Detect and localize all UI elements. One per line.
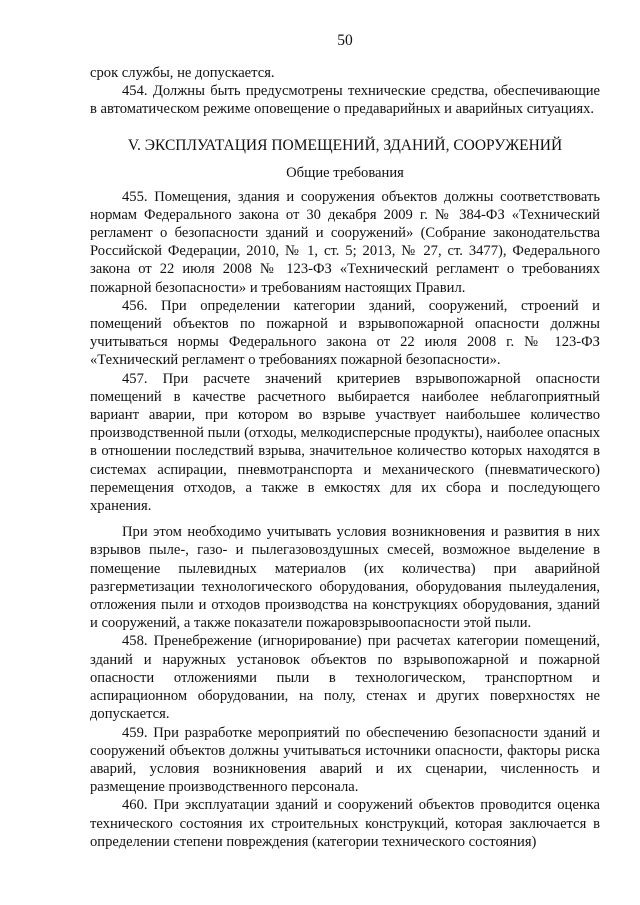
- section-title: V. ЭКСПЛУАТАЦИЯ ПОМЕЩЕНИЙ, ЗДАНИЙ, СООРУЖЕНИЙ: [127, 136, 563, 154]
- paragraph-458: 458. Пренебрежение (игнорирование) при расчетах категории помещений, зданий и наружных установок объектов по взрывопожарной и пожарной опасности отложениями пыли в технологическом, транспортном и аспирационном оборудовании, на полу, стенах и других поверхностях не допускается.: [90, 633, 600, 723]
- paragraph-456: 456. При определении категории зданий, сооружений, строений и помещений объектов по пожарной и взрывопожарной опасности должны учитываться нормы Федерального закона от 22 июля 2008 г. № 123-ФЗ «Технический регламент о требованиях пожарной безопасности».: [90, 297, 600, 369]
- paragraph-460: 460. При эксплуатации зданий и сооружений объектов проводится оценка технического состояния их строительных конструкций, которая заключается в определении степени повреждения (категории технического состояния): [90, 797, 600, 850]
- subheading-general-requirements: Общие требования: [286, 164, 404, 181]
- paragraph-continuation: срок службы, не допускается.: [90, 65, 275, 81]
- paragraph-455: 455. Помещения, здания и сооружения объектов должны соответствовать нормам Федерального закона от 30 декабря 2009 г. № 384-ФЗ «Технический регламент о безопасности зданий и сооружений» (Собрание законодательства Российской Федерации, 2010, № 1, ст. 5; 2013, № 27, ст. 3477), Федерального закона от 22 июля 2008 № 123-ФЗ «Технический регламент о требованиях пожарной безопасности» и требованиям настоящих Правил.: [90, 188, 600, 296]
- paragraph-454: 454. Должны быть предусмотрены технические средства, обеспечивающие в автоматическом режиме оповещение о предаварийных и аварийных ситуациях.: [90, 83, 600, 118]
- page-number: 50: [337, 32, 353, 49]
- paragraph-459: 459. При разработке мероприятий по обеспечению безопасности зданий и сооружений объектов должны учитываться источники опасности, факторы риска аварий, условия возникновения аварий и их сценарии, численность и размещение производственного персонала.: [90, 724, 600, 796]
- paragraph-457-continuation: При этом необходимо учитывать условия возникновения и развития в них взрывов пыле-, газо- и пылегазовоздушных смесей, возможное выделение в помещение пылевидных материалов (их количества) при аварийной разгерметизации технологического оборудования, оборудования пылеудаления, отложения пыли и отходов производства на конструкциях оборудования, зданий и сооружений, а также показатели пожаровзрывоопасности этой пыли.: [90, 524, 600, 632]
- paragraph-457: 457. При расчете значений критериев взрывопожарной опасности помещений в качестве расчетного выбирается наиболее неблагоприятный вариант аварии, при котором во взрыве участвует наибольшее количество производственной пыли (отходы, мелкодисперсные продукты), наиболее опасных в отношении последствий взрыва, значительное количество которых находятся в системах аспирации, пневмотранспорта и механического (пневматического) перемещения отходов, а также в емкостях для их сбора и последующего хранения.: [90, 370, 600, 515]
